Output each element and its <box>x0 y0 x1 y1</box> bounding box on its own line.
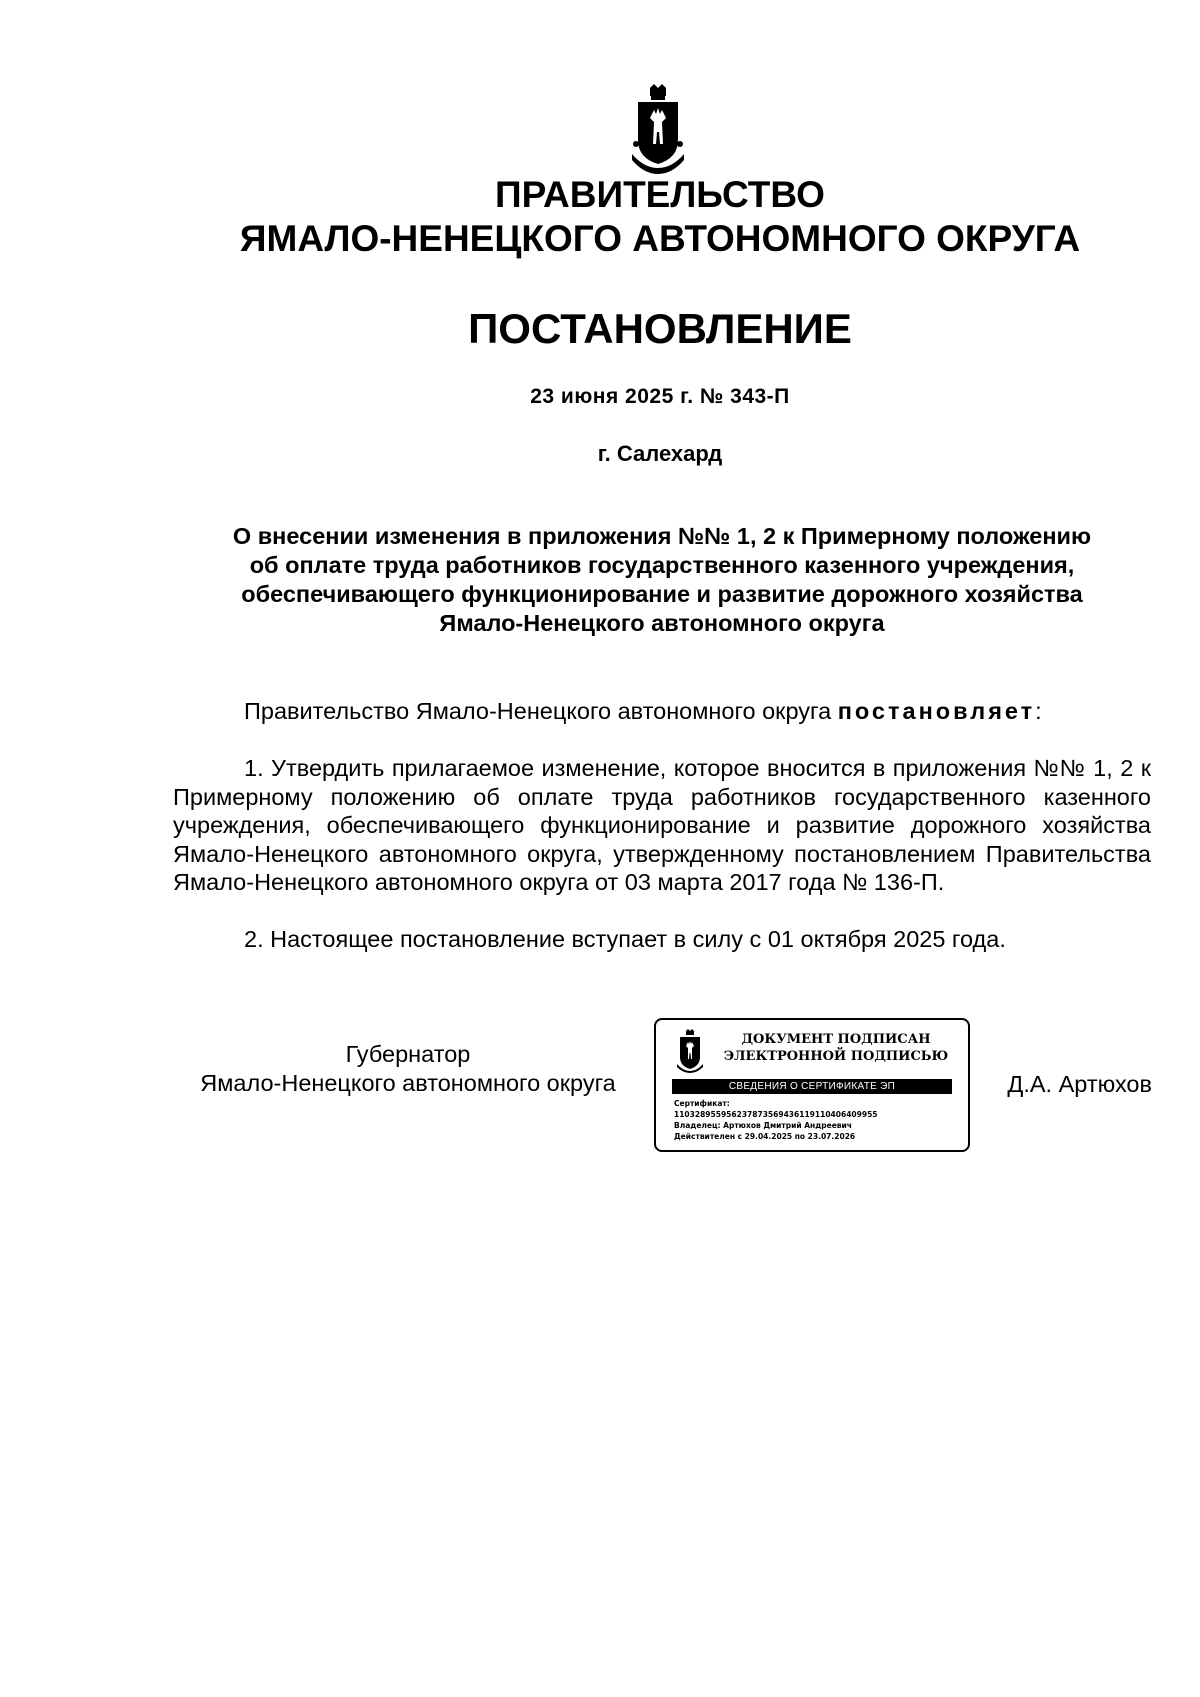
decree-item-1: 1. Утвердить прилагаемое изменение, которое вносится в приложения №№ 1, 2 к Примерному положению об оплате труда работников государственного казенного учреждения, обеспечивающего функционирование и развитие дорожного хозяйства Ямало-Ненецкого автономного округа, утвержденному постановлением Правительства Ямало-Ненецкого автономного округа от 03 марта 2017 года № 136-П. <box>173 755 1151 895</box>
preamble-end: : <box>1035 698 1042 724</box>
subject-line: Ямало-Ненецкого автономного округа <box>439 610 885 636</box>
signatory-position-line2: Ямало-Ненецкого автономного округа <box>200 1070 616 1096</box>
document-subject <box>172 522 1152 638</box>
subject-line: об оплате труда работников государственного казенного учреждения, <box>249 552 1075 578</box>
stamp-emblem-icon <box>676 1029 704 1073</box>
subject-line: О внесении изменения в приложения №№ 1, 2 к Примерному положению <box>232 523 1092 549</box>
stamp-title-line2: ЭЛЕКТРОННОЙ ПОДПИСЬЮ <box>723 1049 949 1064</box>
preamble-text: Правительство Ямало-Ненецкого автономного округа <box>244 698 838 724</box>
stamp-validity: Действителен с 29.04.2025 по 23.07.2026 <box>674 1132 856 1141</box>
decree-city: г. Салехард <box>597 441 723 466</box>
signatory-name: Д.А. Артюхов <box>1007 1071 1152 1097</box>
decree-date-number: 23 июня 2025 г. № 343-П <box>530 385 790 408</box>
stamp-cert-number: 110328955956237873569436119110406409955 <box>674 1110 878 1119</box>
stamp-owner: Владелец: Артюхов Дмитрий Андреевич <box>674 1121 852 1130</box>
stamp-certificate-bar: СВЕДЕНИЯ О СЕРТИФИКАТЕ ЭП <box>672 1079 952 1094</box>
document-type-title: ПОСТАНОВЛЕНИЕ <box>468 305 852 352</box>
preamble-paragraph <box>173 697 1151 726</box>
preamble-keyword: постановляет <box>837 698 1036 724</box>
government-title-line1: ПРАВИТЕЛЬСТВО <box>495 174 825 215</box>
stamp-cert-label: Сертификат: <box>674 1099 730 1108</box>
subject-line: обеспечивающего функционирование и развитие дорожного хозяйства <box>241 581 1083 607</box>
decree-item-2: 2. Настоящее постановление вступает в силу с 01 октября 2025 года. <box>244 926 1006 952</box>
electronic-signature-stamp <box>654 1018 970 1152</box>
stamp-title-line1: ДОКУМЕНТ ПОДПИСАН <box>741 1032 931 1047</box>
signatory-position <box>173 1040 643 1098</box>
government-title-line2: ЯМАЛО-НЕНЕЦКОГО АВТОНОМНОГО ОКРУГА <box>239 218 1081 259</box>
coat-of-arms-emblem <box>630 84 686 174</box>
signatory-position-line1: Губернатор <box>345 1041 471 1067</box>
